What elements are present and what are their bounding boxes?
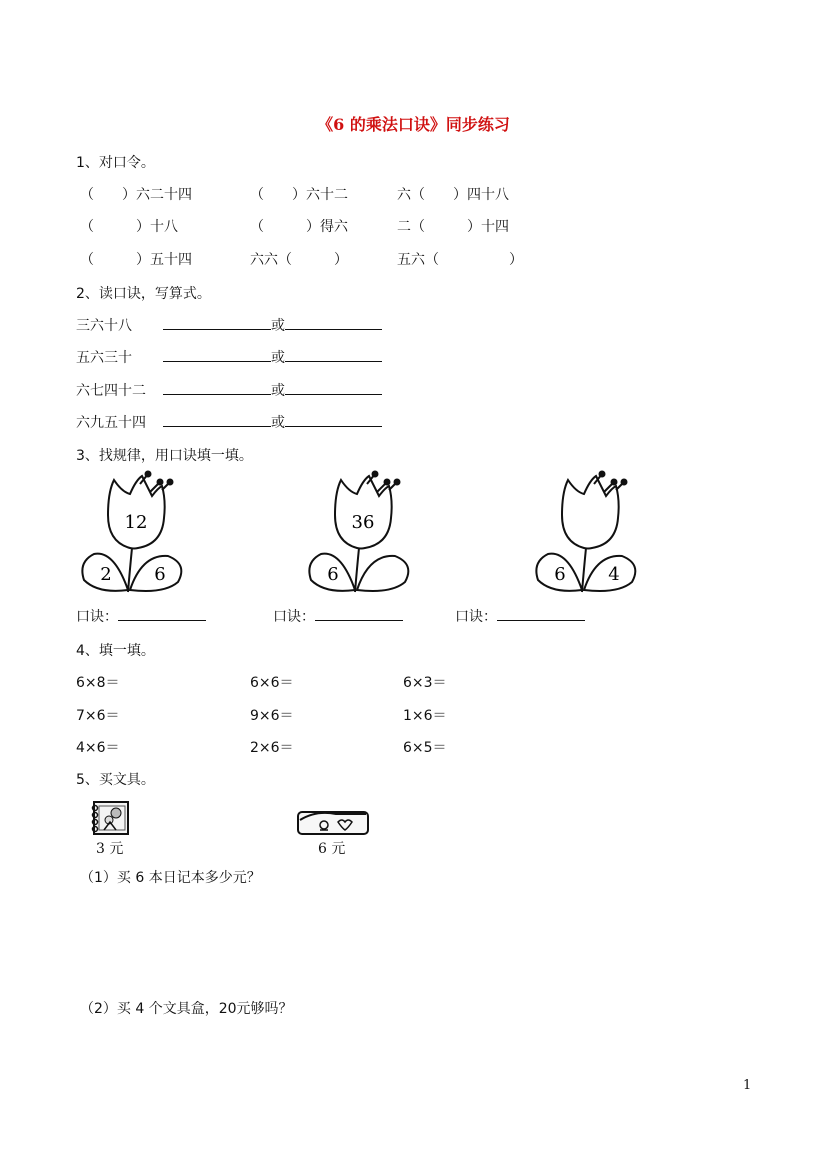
answer-blank[interactable] xyxy=(118,606,206,621)
or-label: 或 xyxy=(271,383,285,399)
q2-item xyxy=(76,380,146,400)
answer-blank[interactable] xyxy=(497,606,585,621)
q2-item xyxy=(76,347,132,367)
q2-item-label: 六九五十四 xyxy=(76,415,146,431)
flower-2 xyxy=(305,470,419,596)
q1-r2-c2: （ ）得六 xyxy=(250,219,348,235)
answer-blank[interactable] xyxy=(285,347,382,362)
q4-r3-c1: 4×6＝ xyxy=(76,740,120,756)
page-title: 《6 的乘法口诀》同步练习 xyxy=(317,115,510,134)
pencil-case-price: 6 元 xyxy=(318,841,346,857)
q2-item-label: 五六三十 xyxy=(76,350,132,366)
q4-r2-c2: 9×6＝ xyxy=(250,708,294,724)
q1-r3-c2: 六六（ ） xyxy=(250,252,348,268)
q5-sub1: （1）买 6 本日记本多少元？ xyxy=(80,870,261,886)
or-label: 或 xyxy=(271,350,285,366)
q4-heading: 4、填一填。 xyxy=(76,643,155,659)
answer-blank[interactable] xyxy=(285,380,382,395)
q1-heading: 1、对口令。 xyxy=(76,155,155,171)
q2-answer-line[interactable] xyxy=(163,315,382,335)
q4-r3-c3: 6×5＝ xyxy=(403,740,447,756)
page-number: 1 xyxy=(743,1078,752,1093)
flower-left-number: 6 xyxy=(327,564,339,585)
flower-top-number: 12 xyxy=(124,512,148,533)
q1-r1-c2: （ ）六十二 xyxy=(250,187,348,203)
q3-answer-2[interactable] xyxy=(273,606,403,626)
or-label: 或 xyxy=(271,318,285,334)
q1-r3-c1: （ ）五十四 xyxy=(80,252,192,268)
q1-r1-c3: 六（ ）四十八 xyxy=(397,187,509,203)
flower-right-number: 6 xyxy=(154,564,166,585)
q2-heading: 2、读口诀，写算式。 xyxy=(76,286,211,302)
flower-left-number: 2 xyxy=(100,564,112,585)
or-label: 或 xyxy=(271,415,285,431)
diary-price: 3 元 xyxy=(96,841,124,857)
answer-blank[interactable] xyxy=(285,315,382,330)
answer-blank[interactable] xyxy=(163,412,271,427)
q1-r3-c3: 五六（ ） xyxy=(397,252,523,268)
q2-item xyxy=(76,412,146,432)
flower-1 xyxy=(78,470,192,596)
pencil-case-icon xyxy=(296,808,370,838)
q1-r2-c1: （ ）十八 xyxy=(80,219,178,235)
answer-blank[interactable] xyxy=(163,380,271,395)
q2-answer-line[interactable] xyxy=(163,380,382,400)
flower-top-number: 36 xyxy=(351,512,375,533)
q5-sub2: （2）买 4 个文具盒，20元够吗？ xyxy=(80,1001,293,1017)
q4-r1-c3: 6×3＝ xyxy=(403,675,447,691)
answer-blank[interactable] xyxy=(163,315,271,330)
koujue-label: 口诀： xyxy=(76,609,118,625)
answer-blank[interactable] xyxy=(315,606,403,621)
answer-blank[interactable] xyxy=(163,347,271,362)
q2-item-label: 三六十八 xyxy=(76,318,132,334)
q4-r2-c3: 1×6＝ xyxy=(403,708,447,724)
koujue-label: 口诀： xyxy=(455,609,497,625)
q3-answer-1[interactable] xyxy=(76,606,206,626)
q1-r2-c3: 二（ ）十四 xyxy=(397,219,509,235)
diary-notebook-icon xyxy=(90,798,134,838)
answer-blank[interactable] xyxy=(285,412,382,427)
q4-r1-c2: 6×6＝ xyxy=(250,675,294,691)
q4-r2-c1: 7×6＝ xyxy=(76,708,120,724)
q2-item-label: 六七四十二 xyxy=(76,383,146,399)
q3-heading: 3、找规律，用口诀填一填。 xyxy=(76,448,253,464)
flower-right-number: 4 xyxy=(608,564,620,585)
q4-r1-c1: 6×8＝ xyxy=(76,675,120,691)
flower-3 xyxy=(532,470,646,596)
q2-answer-line[interactable] xyxy=(163,412,382,432)
koujue-label: 口诀： xyxy=(273,609,315,625)
q4-r3-c2: 2×6＝ xyxy=(250,740,294,756)
q2-item xyxy=(76,315,132,335)
flower-left-number: 6 xyxy=(554,564,566,585)
q2-answer-line[interactable] xyxy=(163,347,382,367)
q1-r1-c1: （ ）六二十四 xyxy=(80,187,192,203)
q3-answer-3[interactable] xyxy=(455,606,585,626)
q5-heading: 5、买文具。 xyxy=(76,772,155,788)
